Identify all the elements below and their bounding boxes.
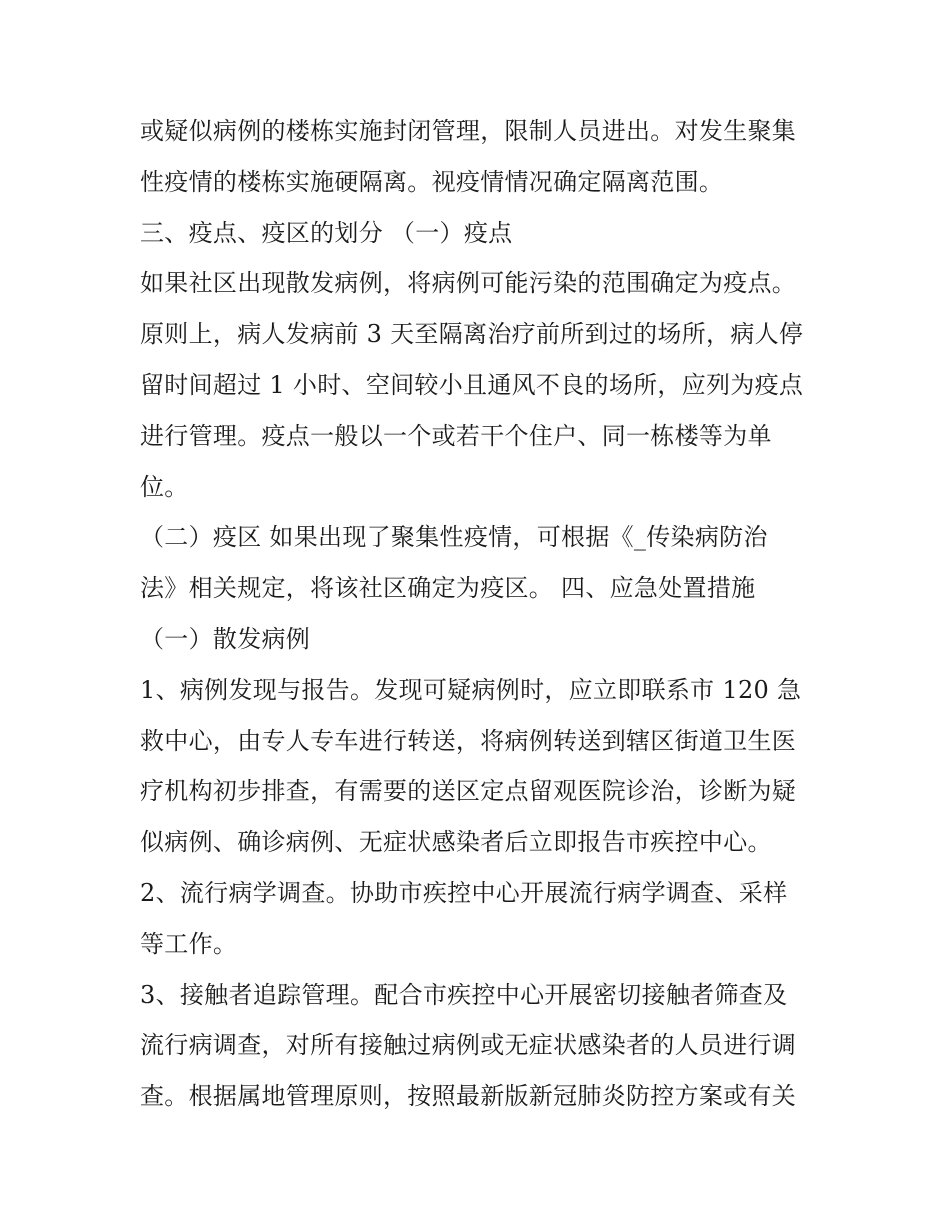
text-line: 查。根据属地管理原则，按照最新版新冠肺炎防控方案或有关 bbox=[140, 1082, 797, 1111]
text-line: 救中心，由专人专车进行转送，将病例转送到辖区街道卫生医 bbox=[140, 726, 797, 755]
text-line: 流行病调查，对所有接触过病例或无症状感染者的人员进行调 bbox=[140, 1031, 797, 1060]
text-line: 如果社区出现散发病例，将病例可能污染的范围确定为疫点。 bbox=[140, 269, 797, 298]
text-line: 2、流行病学调查。协助市疾控中心开展流行病学调查、采样 bbox=[140, 878, 788, 907]
text-line: 等工作。 bbox=[140, 929, 238, 958]
subsection-heading: （一）散发病例 bbox=[140, 624, 311, 653]
document-body bbox=[140, 106, 830, 1122]
text-line: 1、病例发现与报告。发现可疑病例时，应立即联系市 120 急 bbox=[140, 675, 802, 704]
text-line: 性疫情的楼栋实施硬隔离。视疫情情况确定隔离范围。 bbox=[140, 167, 724, 196]
section-heading: 三、疫点、疫区的划分 （一）疫点 bbox=[140, 218, 513, 247]
text-line: 疗机构初步排查，有需要的送区定点留观医院诊治，诊断为疑 bbox=[140, 777, 797, 806]
text-line: 法》相关规定，将该社区确定为疫区。 四、应急处置措施 bbox=[140, 574, 756, 603]
text-line: 似病例、确诊病例、无症状感染者后立即报告市疾控中心。 bbox=[140, 828, 772, 857]
text-line: （二）疫区 如果出现了聚集性疫情，可根据《_传染病防治 bbox=[140, 523, 768, 552]
text-line: 或疑似病例的楼栋实施封闭管理，限制人员进出。对发生聚集 bbox=[140, 117, 797, 145]
text-line: 位。 bbox=[140, 472, 189, 501]
text-line: 3、接触者追踪管理。配合市疾控中心开展密切接触者筛查及 bbox=[140, 980, 788, 1009]
text-line: 原则上，病人发病前 3 天至隔离治疗前所到过的场所，病人停 bbox=[140, 320, 804, 349]
text-line: 进行管理。疫点一般以一个或若干个住户、同一栋楼等为单 bbox=[140, 421, 772, 450]
text-line: 留时间超过 1 小时、空间较小且通风不良的场所，应列为疫点 bbox=[140, 370, 804, 399]
